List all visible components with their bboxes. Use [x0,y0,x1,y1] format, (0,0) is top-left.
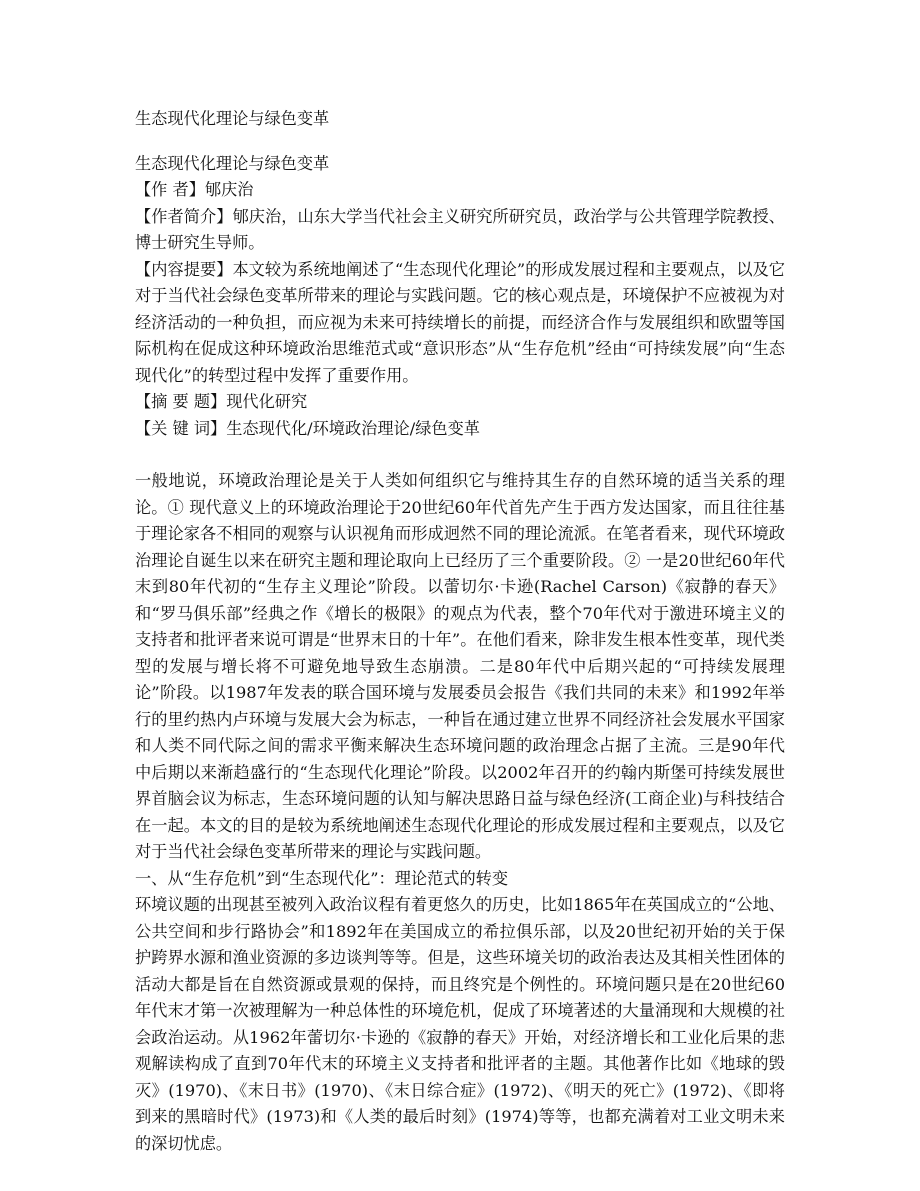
section-spacer [135,442,785,468]
subject-line: 【摘 要 题】现代化研究 [135,392,308,411]
author-line: 【作 者】郇庆治 [135,180,254,199]
article-header [135,151,785,443]
article-title: 生态现代化理论与绿色变革 [135,153,330,173]
intro-paragraph: 一般地说，环境政治理论是关于人类如何组织它与维持其生存的自然环境的适当关系的理论。① 现代意义上的环境政治理论于20世纪60年代首先产生于西方发达国家，而且往往基于理论家各不相同的观察与认识视角而形成迥然不同的理论流派。在笔者看来，现代环境政治理论自诞生以来在研究主题和理论取向上已经历了三个重要阶段。② 一是20世纪60年代末到80年代初的“生存主义理论”阶段。以蕾切尔·卡逊(Rachel Carson)《寂静的春天》和“罗马俱乐部”经典之作《增长的极限》的观点为代表，整个70年代对于激进环境主义的支持者和批评者来说可谓是“世界末日的十年”。在他们看来，除非发生根本性变革，现代类型的发展与增长将不可避免地导致生态崩溃。二是80年代中后期兴起的“可持续发展理论”阶段。以1987年发表的联合国环境与发展委员会报告《我们共同的未来》和1992年举行的里约热内卢环境与发展大会为标志，一种旨在通过建立世界不同经济社会发展水平国家和人类不同代际之间的需求平衡来解决生态环境问题的政治理念占据了主流。三是90年代中后期以来渐趋盛行的“生态现代化理论”阶段。以2002年召开的约翰内斯堡可持续发展世界首脑会议为标志，生态环境问题的认知与解决思路日益与绿色经济(工商企业)与科技结合在一起。本文的目的是较为系统地阐述生态现代化理论的形成发展过程和主要观点，以及它对于当代社会绿色变革所带来的理论与实践问题。 [135,471,785,861]
section-paragraph: 环境议题的出现甚至被列入政治议程有着更悠久的历史，比如1865年在英国成立的“公地、公共空间和步行路协会”和1892年在美国成立的希拉俱乐部，以及20世纪初开始的关于保护跨界水源和渔业资源的多边谈判等等。但是，这些环境关切的政治表达及其相关性团体的活动大都是旨在自然资源或景观的保持，而且终究是个例性的。环境问题只是在20世纪60年代末才第一次被理解为一种总体性的环境危机，促成了环境著述的大量涌现和大规模的社会政治运动。从1962年蕾切尔·卡逊的《寂静的春天》开始，对经济增长和工业化后果的悲观解读构成了直到70年代末的环境主义支持者和批评者的主题。其他著作比如《地球的毁灭》(1970)、《末日书》(1970)、《末日综合症》(1972)、《明天的死亡》(1972)、《即将到来的黑暗时代》(1973)和《人类的最后时刻》(1974)等等，也都充满着对工业文明未来的深切忧虑。 [135,895,785,1153]
article-body [135,468,785,1157]
abstract: 【内容提要】本文较为系统地阐述了“生态现代化理论”的形成发展过程和主要观点，以及它对于当代社会绿色变革所带来的理论与实践问题。它的核心观点是，环境保护不应被视为对经济活动的一种负担，而应视为未来可持续增长的前提，而经济合作与发展组织和欧盟等国际机构在促成这种环境政治思维范式或“意识形态”从“生存危机”经由“可持续发展”向“生态现代化”的转型过程中发挥了重要作用。 [135,259,785,385]
keywords-line: 【关 键 词】生态现代化/环境政治理论/绿色变革 [135,418,480,438]
section-heading: 一、从“生存危机”到“生态现代化”：理论范式的转变 [135,868,509,888]
author-intro: 【作者简介】郇庆治，山东大学当代社会主义研究所研究员，政治学与公共管理学院教授、博士研究生导师。 [135,206,785,252]
document-title: 生态现代化理论与绿色变革 [135,109,330,128]
document-page [135,106,785,1157]
